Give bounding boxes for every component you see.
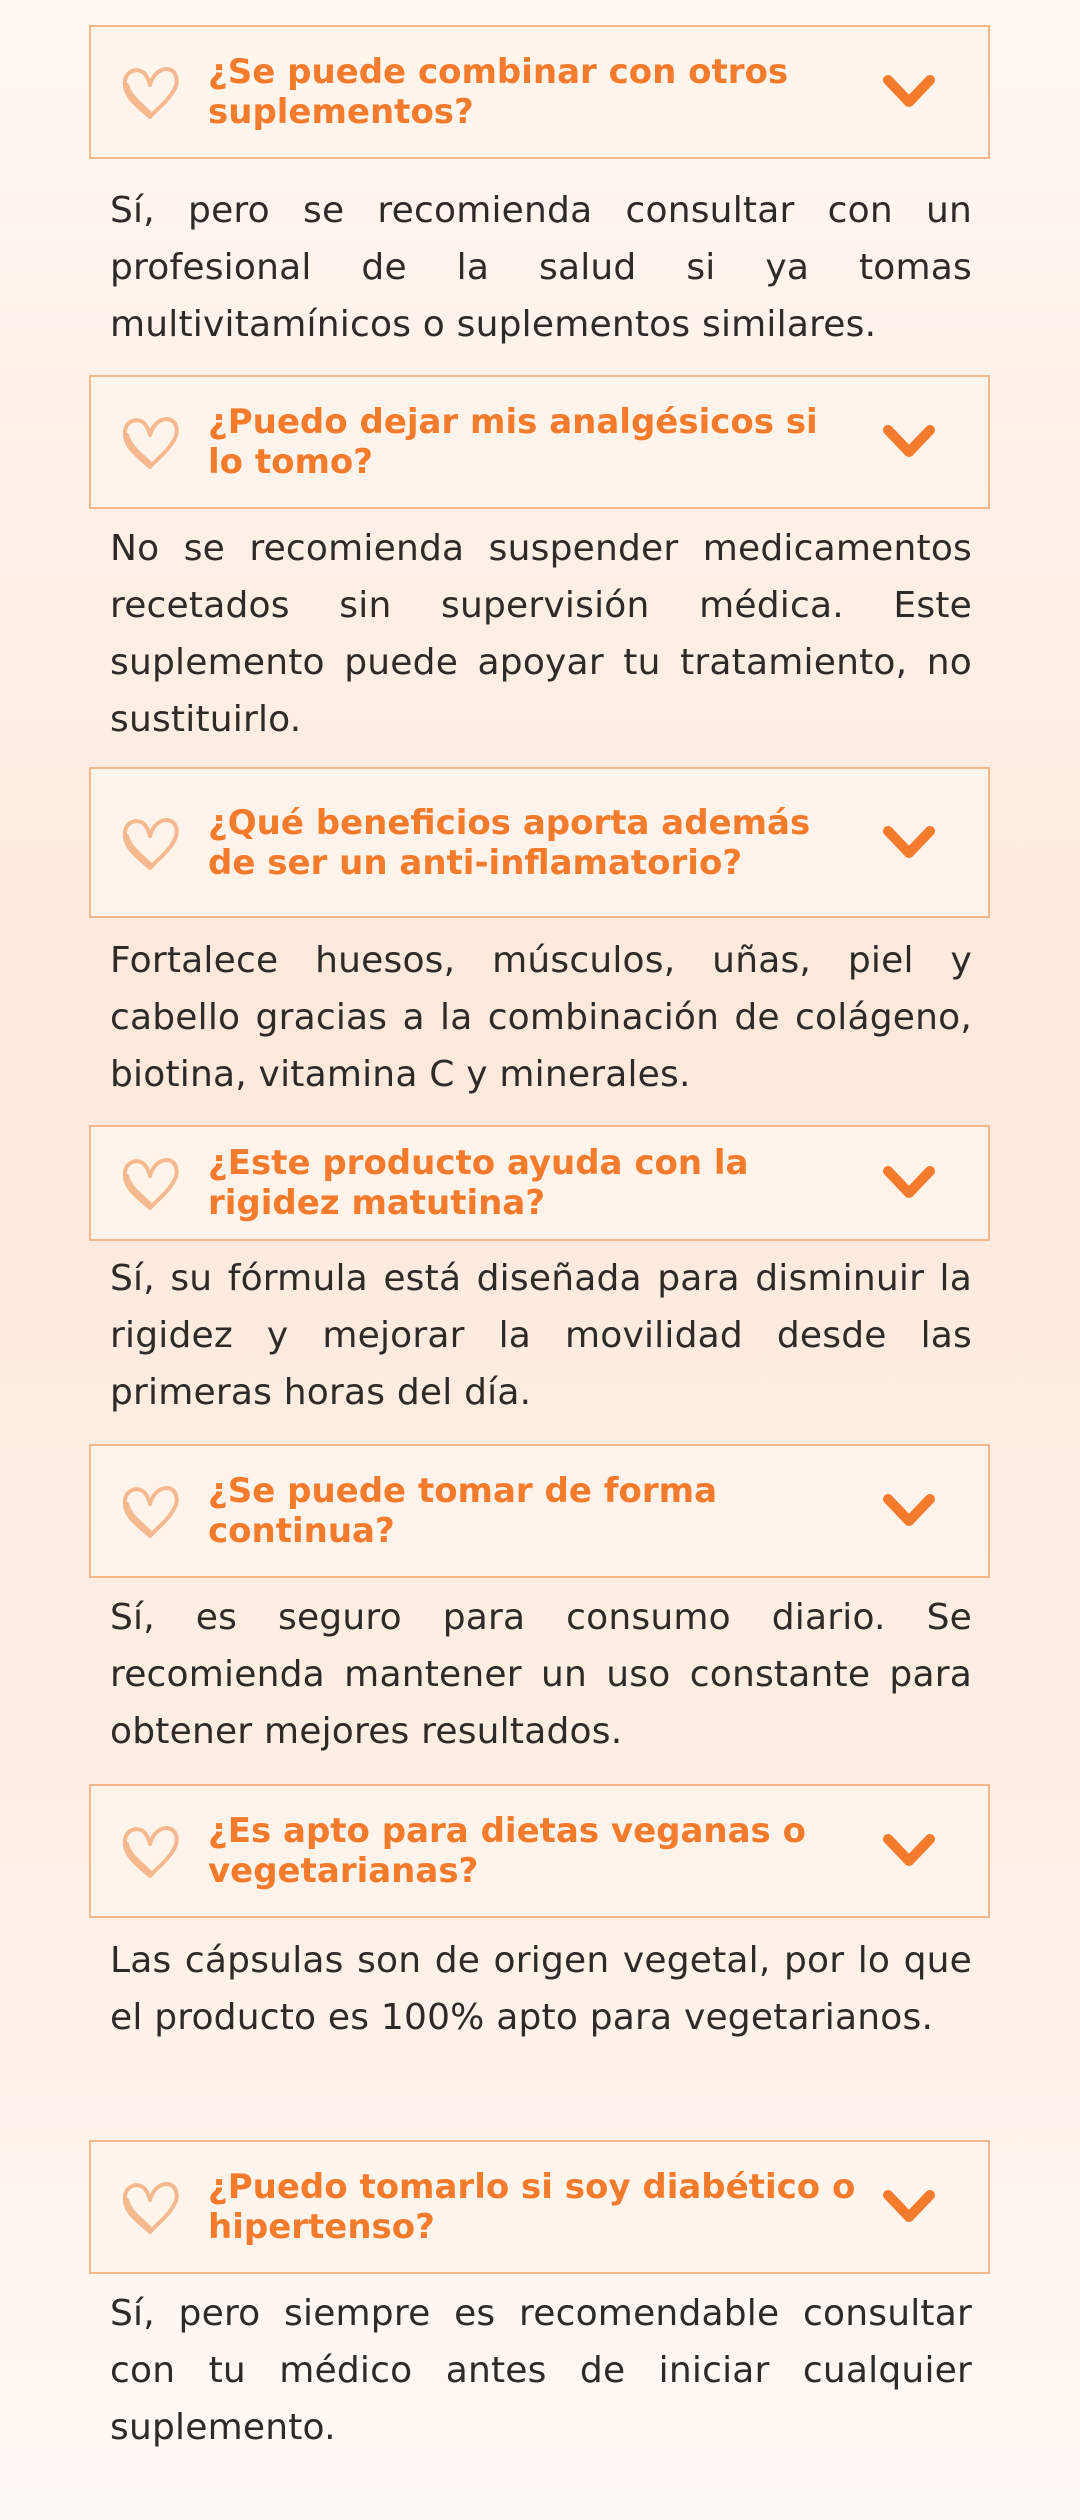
faq-question-text: ¿Se puede combinar con otros suplementos? <box>208 52 789 132</box>
faq-answer-4: Sí, su fórmula está diseñada para disminuir la rigidez y mejorar la movilidad desde las primeras horas del día. <box>110 1258 972 1413</box>
chevron-down-icon[interactable] <box>882 74 936 110</box>
faq-answer-7: Sí, pero siempre es recomendable consultar con tu médico antes de iniciar cualquier suplemento. <box>110 2293 972 2448</box>
faq-question-text: ¿Puedo dejar mis analgésicos si lo tomo? <box>208 402 818 482</box>
heart-icon <box>117 411 183 473</box>
heart-icon <box>117 1480 183 1542</box>
faq-question-7[interactable] <box>89 2140 990 2274</box>
chevron-down-icon[interactable] <box>882 1833 936 1869</box>
faq-answer-6: Las cápsulas son de origen vegetal, por lo que el producto es 100% apto para vegetarianos. <box>110 1940 972 2038</box>
faq-question-text: ¿Es apto para dietas veganas o vegetarianas? <box>208 1811 806 1891</box>
faq-question-text: ¿Qué beneficios aporta además de ser un anti-inflamatorio? <box>208 802 811 883</box>
chevron-down-icon[interactable] <box>882 825 936 861</box>
faq-question-4[interactable] <box>89 1125 990 1241</box>
faq-question-5[interactable] <box>89 1444 990 1578</box>
chevron-down-icon[interactable] <box>882 1493 936 1529</box>
chevron-down-icon[interactable] <box>882 2189 936 2225</box>
heart-icon <box>117 812 183 874</box>
heart-icon <box>117 61 183 123</box>
faq-question-2[interactable] <box>89 375 990 509</box>
faq-question-text: ¿Se puede tomar de forma continua? <box>208 1471 718 1551</box>
faq-question-6[interactable] <box>89 1784 990 1918</box>
heart-icon <box>117 1152 183 1214</box>
faq-answer-5: Sí, es seguro para consumo diario. Se recomienda mantener un uso constante para obtener mejores resultados. <box>110 1597 972 1752</box>
faq-answer-3: Fortalece huesos, músculos, uñas, piel y cabello gracias a la combinación de colágeno, biotina, vitamina C y minerales. <box>110 940 972 1095</box>
chevron-down-icon[interactable] <box>882 1165 936 1201</box>
chevron-down-icon[interactable] <box>882 424 936 460</box>
faq-question-1[interactable] <box>89 25 990 159</box>
heart-icon <box>117 1820 183 1882</box>
faq-question-text: ¿Este producto ayuda con la rigidez matutina? <box>208 1143 749 1223</box>
faq-answer-1: Sí, pero se recomienda consultar con un profesional de la salud si ya tomas multivitamínicos o suplementos similares. <box>110 190 972 345</box>
heart-icon <box>117 2176 183 2238</box>
faq-question-text: ¿Puedo tomarlo si soy diabético o hipertenso? <box>208 2167 856 2247</box>
faq-answer-2: No se recomienda suspender medicamentos recetados sin supervisión médica. Este suplemento puede apoyar tu tratamiento, no sustituirlo. <box>110 528 972 740</box>
faq-question-3[interactable] <box>89 767 990 918</box>
